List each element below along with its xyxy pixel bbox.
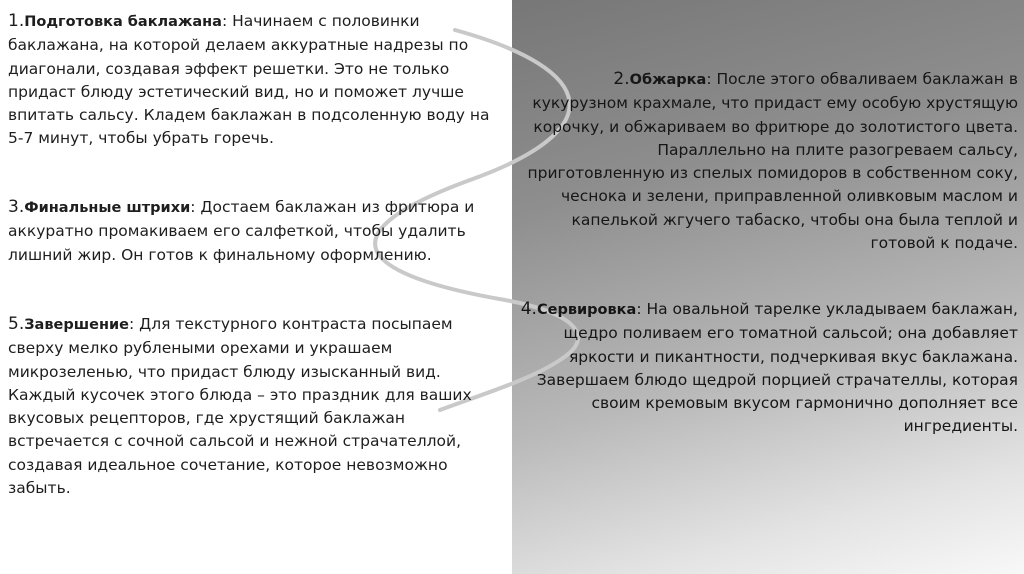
step-2-paragraph [518, 68, 1018, 255]
step-3-number: 3. [8, 197, 25, 217]
step-5-paragraph [8, 313, 508, 500]
step-3-paragraph [8, 196, 508, 267]
step-5-text: : Для текстурного контраста посыпаем сверху мелко рублеными орехами и украшаем микрозеленью, что придаст блюду изысканный вид. [8, 315, 453, 381]
step-1-paragraph [8, 10, 508, 151]
step-5-title: Завершение [24, 317, 129, 333]
step-2-title: Обжарка [629, 72, 707, 88]
step-1-number: 1. [8, 11, 25, 31]
step-5-number: 5. [8, 314, 25, 334]
step-4-number: 4. [520, 299, 537, 319]
step-1-text: : Начинаем с половинки баклажана, на которой делаем аккуратные надрезы по диагонали, создавая эффект решетки. Это не только придаст блюду эстетический вид, но и поможет лучше впитать сальсу. Кладем баклажан в подсоленную воду на 5-7 минут, чтобы убрать горечь. [8, 12, 490, 148]
step-5-closing-text: Каждый кусочек этого блюда – это праздник для ваших вкусовых рецепторов, где хрустящий баклажан встречается с сочной сальсой и нежной страчателлой, создавая идеальное сочетание, которое невозможно забыть. [8, 385, 472, 498]
step-3-title: Финальные штрихи [24, 200, 191, 216]
step-2-text: : После этого обваливаем баклажан в кукурузном крахмале, что придаст ему особую хрустящую корочку, и обжариваем во фритюре до золотистого цвета. Параллельно на плите разогреваем сальсу, приготовленную из спелых помидоров в собственном соку, чеснока и зелени, приправленной оливковым маслом и капелькой жгучего табаско, чтобы она была теплой и готовой к подаче. [527, 70, 1018, 253]
step-2-number: 2. [613, 69, 630, 89]
step-3-text: : Достаем баклажан из фритюра и аккуратно промакиваем его салфеткой, чтобы удалить лишний жир. Он готов к финальному оформлению. [8, 198, 475, 264]
step-4-paragraph [518, 298, 1018, 439]
step-1-title: Подготовка баклажана [24, 14, 222, 30]
step-4-text: : На овальной тарелке укладываем баклажан, щедро поливаем его томатной сальсой; она добавляет яркости и пикантности, подчеркивая вкус баклажана. Завершаем блюдо щедрой порцией страчателлы, которая своим кремовым вкусом гармонично дополняет все ингредиенты. [536, 300, 1018, 436]
step-4-title: Сервировка [536, 302, 637, 318]
